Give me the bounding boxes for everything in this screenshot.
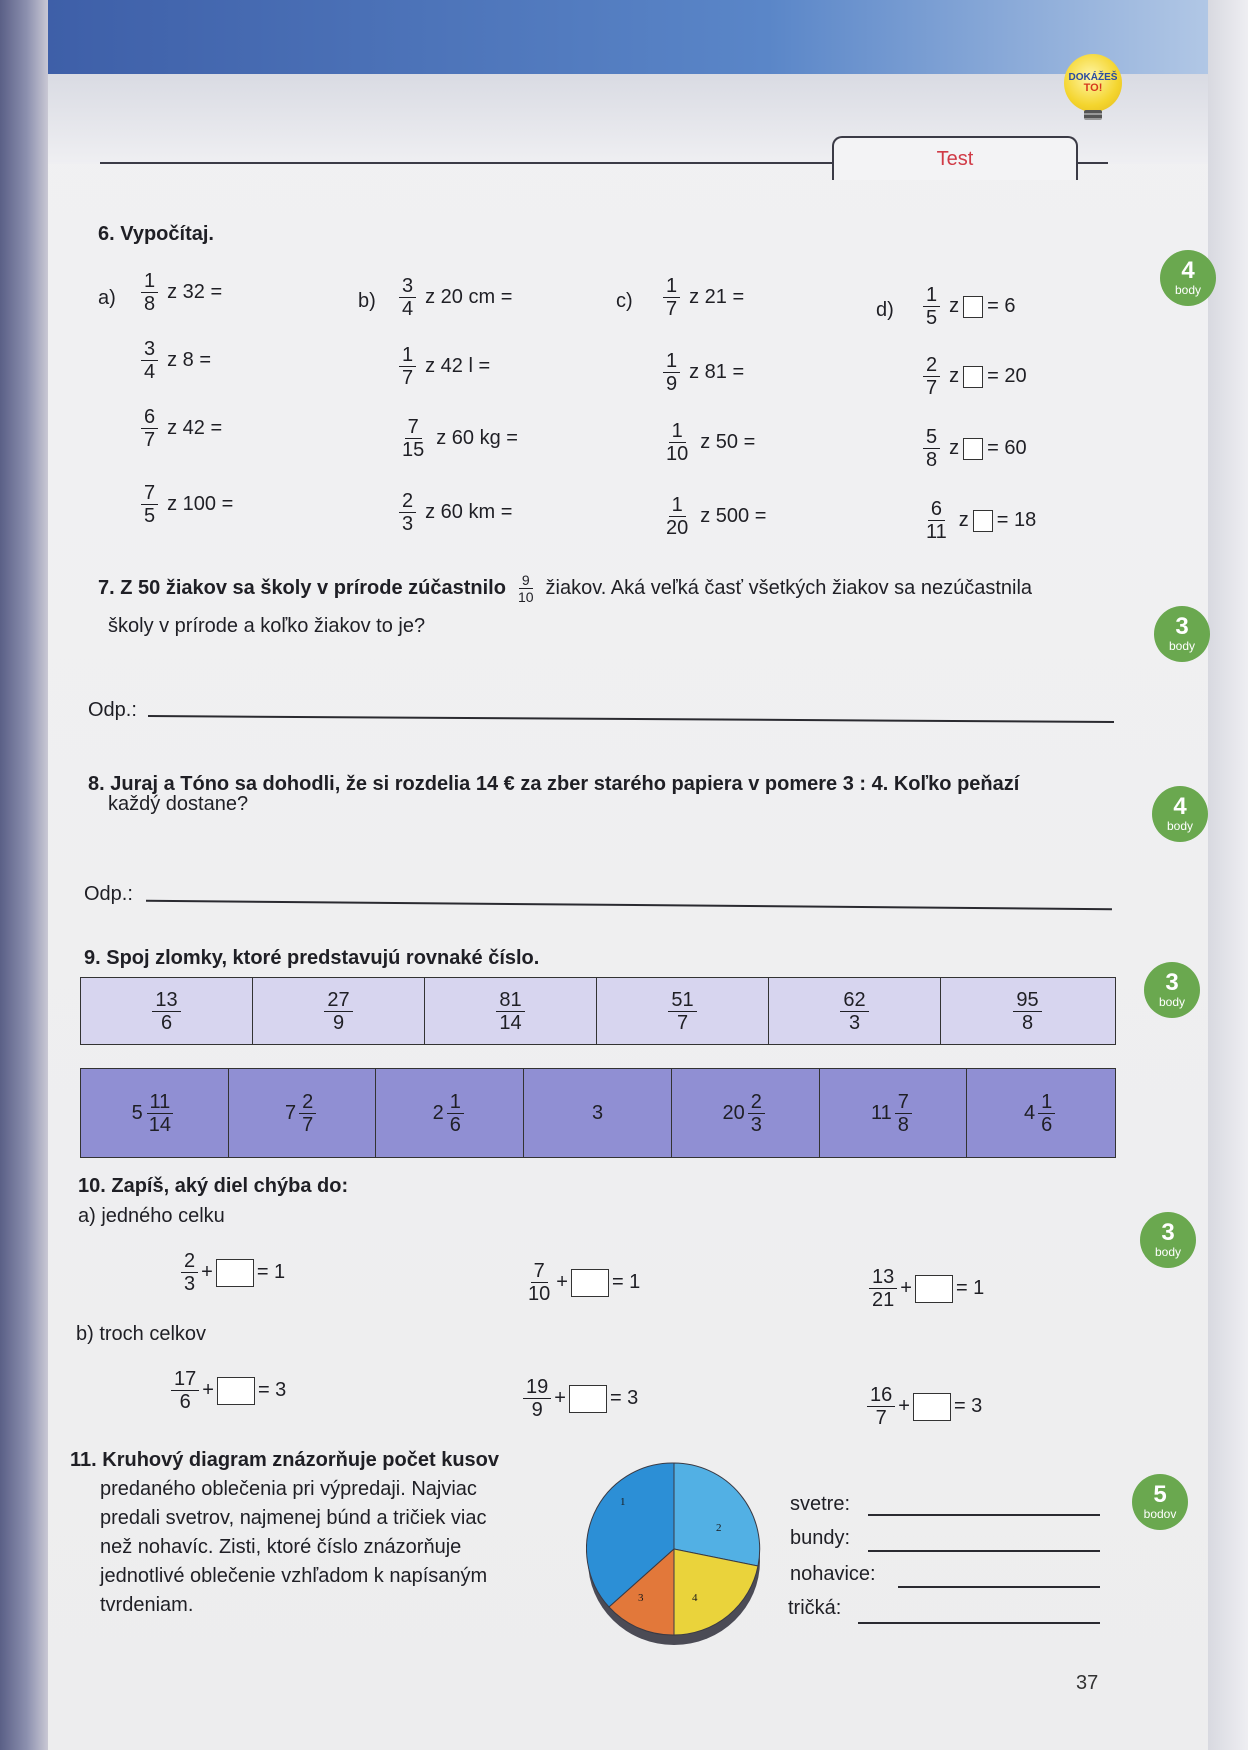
whole: 20 (722, 1101, 745, 1124)
expr: z 32 = (167, 281, 223, 303)
den: 8 (1021, 1011, 1034, 1034)
tab-test-label: Test (936, 147, 974, 170)
badge-unit: body (1174, 283, 1202, 297)
ex8-points-badge (1152, 786, 1208, 842)
page-number: 37 (1076, 1672, 1099, 1694)
ex10-b-item (168, 1368, 286, 1413)
ex10-title (78, 1174, 348, 1198)
whole: 2 (432, 1101, 444, 1124)
num: 2 (748, 1091, 765, 1114)
whole: 4 (1024, 1101, 1036, 1124)
ex9-title-text: 9. Spoj zlomky, ktoré predstavujú rovnaké číslo. (84, 947, 540, 969)
lightbulb-icon (1064, 54, 1122, 112)
ex6-b-item (396, 275, 512, 320)
den: 21 (872, 1289, 895, 1311)
num: 2 (923, 354, 940, 377)
pie-label-1: 1 (620, 1496, 626, 1508)
answer-label-tricka: tričká: (788, 1597, 842, 1619)
den: 5 (926, 307, 938, 329)
den: 9 (531, 1399, 543, 1421)
expr: = 20 (987, 365, 1027, 387)
expr: = 18 (996, 509, 1037, 531)
badge-unit: body (1158, 995, 1186, 1009)
ex6-label-b: b) (358, 290, 376, 312)
answer-box[interactable] (217, 1377, 255, 1405)
ex11-line: predali svetrov, najmenej búnd a tričiek viac (100, 1507, 487, 1529)
ex7-text-pre: 7. Z 50 žiakov sa školy v prírode zúčastnilo (98, 577, 506, 599)
plus: + (900, 1277, 912, 1299)
answer-line-svetre[interactable] (868, 1514, 1100, 1516)
answer-label-bundy: bundy: (790, 1527, 851, 1549)
den: 7 (666, 298, 678, 320)
ex10-title-text: 10. Zapíš, aký diel chýba do: (78, 1175, 349, 1197)
den: 3 (848, 1011, 861, 1034)
num: 19 (523, 1376, 551, 1399)
ex10-a-item (866, 1266, 984, 1311)
mixed-cell[interactable] (229, 1069, 377, 1157)
num: 5 (923, 426, 940, 449)
fraction-cell[interactable] (941, 978, 1114, 1044)
den: 7 (676, 1011, 689, 1034)
expr: = 3 (609, 1387, 639, 1409)
num: 1 (663, 275, 680, 298)
ex9-points-badge (1144, 962, 1200, 1018)
num: 1 (663, 350, 680, 373)
answer-box[interactable] (973, 510, 993, 532)
ex6-label-c: c) (616, 290, 633, 312)
ex8-text-line2: každý dostane? (108, 793, 249, 815)
badge-unit: bodov (1143, 1507, 1177, 1521)
ex6-a-item (138, 482, 233, 527)
num: 95 (1013, 989, 1041, 1012)
num: 6 (141, 406, 158, 429)
ex10-a-item (522, 1260, 640, 1305)
num: 13 (869, 1266, 897, 1289)
num: 13 (152, 989, 180, 1012)
answer-line-tricka[interactable] (858, 1622, 1100, 1624)
answer-box[interactable] (913, 1393, 951, 1421)
den: 10 (528, 1283, 551, 1305)
ex6-points-badge (1160, 250, 1216, 306)
badge-unit: body (1154, 1245, 1182, 1259)
expr: z 42 l = (425, 355, 491, 377)
fractions-table (80, 977, 1116, 1045)
num: 1 (447, 1091, 464, 1114)
answer-box[interactable] (963, 366, 983, 388)
expr: z 20 cm = (425, 286, 513, 308)
ex6-c-item (660, 494, 766, 539)
num: 9 (519, 572, 533, 589)
badge-num: 4 (1181, 257, 1195, 284)
expr: = 3 (953, 1395, 983, 1417)
answer-box[interactable] (915, 1275, 953, 1303)
plus: + (201, 1261, 213, 1283)
ex8-text-line1-text: 8. Juraj a Tóno sa dohodli, že si rozdelia 14 € za zber starého papiera v pomere 3 : 4. Koľko peňazí (88, 773, 1020, 795)
expr: = 1 (611, 1271, 641, 1293)
den: 7 (926, 377, 938, 399)
answer-box[interactable] (963, 296, 983, 318)
badge-num: 5 (1153, 1481, 1167, 1508)
bulb-text-1: DOKÁŽEŠ (1068, 72, 1118, 83)
num: 7 (141, 482, 158, 505)
ex6-label-d: d) (876, 299, 894, 321)
fraction-cell[interactable] (769, 978, 941, 1044)
ex10-part-a: a) jedného celku (78, 1205, 225, 1227)
num: 1 (399, 344, 416, 367)
header-band (48, 0, 1248, 74)
badge-num: 3 (1175, 613, 1189, 640)
fraction-cell[interactable] (81, 978, 253, 1044)
tab-test[interactable] (832, 136, 1078, 180)
mixed-numbers-table (80, 1068, 1116, 1158)
answer-label-svetre: svetre: (790, 1493, 851, 1515)
ex7-text-post: žiakov. Aká veľká časť všetkých žiakov sa nezúčastnila (545, 577, 1033, 599)
expr: = 6 (987, 295, 1016, 317)
den: 15 (402, 439, 425, 461)
mixed-cell[interactable] (524, 1069, 672, 1157)
z-word: z (949, 437, 960, 459)
den: 4 (402, 298, 414, 320)
clothing-pie-chart (586, 1455, 762, 1649)
expr: z 100 = (167, 493, 234, 515)
num: 51 (668, 989, 696, 1012)
den: 8 (144, 293, 156, 315)
fraction-cell[interactable] (425, 978, 597, 1044)
den: 10 (517, 589, 534, 605)
den: 7 (144, 429, 156, 451)
den: 6 (1041, 1113, 1053, 1136)
ex6-b-item (396, 490, 512, 535)
ex11-line (70, 1446, 499, 1475)
ex6-d-item (920, 498, 1036, 543)
ex6-b-item (396, 344, 490, 389)
ex10-b-item (864, 1384, 982, 1429)
den: 5 (144, 505, 156, 527)
bulb-text-2: TO! (1083, 82, 1103, 94)
page-edge (1208, 0, 1248, 1750)
expr: z 500 = (700, 505, 767, 527)
den: 3 (750, 1113, 762, 1136)
num: 1 (669, 494, 686, 517)
badge-num: 3 (1161, 1219, 1175, 1246)
book-binding (0, 0, 48, 1750)
den: 7 (875, 1407, 887, 1429)
num: 1 (1038, 1091, 1055, 1114)
num: 27 (324, 989, 352, 1012)
num: 1 (141, 270, 158, 293)
pie-slice-2 (674, 1463, 760, 1566)
ex6-d-item (920, 284, 1015, 329)
num: 7 (405, 416, 422, 439)
den: 20 (666, 517, 689, 539)
den: 11 (926, 521, 947, 543)
den: 7 (402, 367, 414, 389)
mixed-cell[interactable] (81, 1069, 229, 1157)
ex6-d-item (920, 426, 1027, 471)
ex11-line: jednotlivé oblečenie vzhľadom k napísaným (100, 1565, 488, 1587)
den: 10 (666, 443, 689, 465)
ex7-answer-label: Odp.: (88, 699, 137, 721)
answer-line-nohavice[interactable] (898, 1586, 1100, 1588)
mixed-cell[interactable] (376, 1069, 524, 1157)
expr: z 8 = (167, 349, 212, 371)
plus: + (202, 1379, 214, 1401)
num: 1 (669, 420, 686, 443)
expr: z 81 = (689, 361, 745, 383)
num: 11 (147, 1091, 174, 1114)
num: 7 (895, 1091, 912, 1114)
num: 2 (299, 1091, 316, 1114)
num: 62 (840, 989, 868, 1012)
ex11-text (70, 1446, 499, 1620)
pie-label-4: 4 (692, 1592, 698, 1604)
ex6-c-item (660, 420, 755, 465)
ex7-points-badge (1154, 606, 1210, 662)
fraction-cell[interactable] (253, 978, 425, 1044)
expr: z 60 km = (425, 501, 513, 523)
ex11-points-badge (1132, 1474, 1188, 1530)
ex6-c-item (660, 275, 744, 320)
num: 17 (171, 1368, 199, 1391)
badge-num: 3 (1165, 969, 1179, 996)
expr: z 60 kg = (436, 427, 518, 449)
whole: 3 (591, 1101, 604, 1124)
expr: = 3 (257, 1379, 287, 1401)
num: 2 (399, 490, 416, 513)
badge-unit: body (1166, 819, 1194, 833)
whole: 7 (284, 1101, 297, 1124)
expr: = 60 (987, 437, 1027, 459)
ex11-line: predaného oblečenia pri výpredaji. Najviac (100, 1478, 477, 1500)
num: 1 (923, 284, 940, 307)
badge-num: 4 (1173, 793, 1187, 820)
den: 3 (402, 513, 414, 535)
answer-box[interactable] (571, 1269, 609, 1297)
fraction-cell[interactable] (597, 978, 769, 1044)
plus: + (898, 1395, 910, 1417)
den: 6 (449, 1113, 461, 1136)
mixed-cell[interactable] (820, 1069, 968, 1157)
num: 6 (928, 498, 945, 521)
ex7-text-line2: školy v prírode a koľko žiakov to je? (108, 615, 426, 637)
ex9-title (84, 946, 539, 970)
answer-label-nohavice: nohavice: (790, 1563, 876, 1585)
ex6-label-a: a) (98, 287, 116, 309)
answer-box[interactable] (569, 1385, 607, 1413)
plus: + (556, 1271, 568, 1293)
z-word: z (949, 365, 960, 387)
ex10-b-item (520, 1376, 638, 1421)
ex10-part-b: b) troch celkov (76, 1323, 207, 1345)
den: 8 (897, 1113, 909, 1136)
answer-box[interactable] (216, 1259, 254, 1287)
bulb-base-icon (1084, 110, 1102, 120)
ex6-title: 6. Vypočítaj. (98, 223, 214, 245)
den: 7 (302, 1113, 314, 1136)
den: 4 (144, 361, 156, 383)
num: 16 (867, 1384, 895, 1407)
whole: 5 (131, 1101, 143, 1124)
pie-label-2: 2 (716, 1522, 722, 1534)
den: 14 (148, 1113, 172, 1136)
ex6-a-item (138, 338, 211, 383)
expr: = 1 (955, 1277, 985, 1299)
den: 9 (332, 1011, 345, 1034)
ex6-a-item (138, 270, 222, 315)
badge-unit: body (1168, 639, 1196, 653)
den: 6 (179, 1391, 191, 1413)
z-word: z (949, 295, 960, 317)
den: 8 (926, 449, 938, 471)
expr: z 50 = (700, 431, 756, 453)
ex11-line: než nohavíc. Zisti, ktoré číslo znázorňuje (100, 1536, 462, 1558)
ex10-points-badge (1140, 1212, 1196, 1268)
den: 6 (160, 1011, 173, 1034)
ex11-line-text: 11. Kruhový diagram znázorňuje počet kusov (70, 1449, 500, 1471)
expr: z 42 = (167, 417, 223, 439)
ex10-a-item (178, 1250, 285, 1295)
pie-label-3: 3 (638, 1592, 644, 1604)
ex8-answer-label: Odp.: (84, 883, 133, 905)
ex6-a-item (138, 406, 222, 451)
den: 3 (184, 1273, 196, 1295)
num: 3 (141, 338, 158, 361)
answer-box[interactable] (963, 438, 983, 460)
mixed-cell[interactable] (672, 1069, 820, 1157)
z-word: z (958, 509, 969, 531)
ex7-question (98, 572, 1032, 605)
mixed-cell[interactable] (967, 1069, 1115, 1157)
ex6-b-item (396, 416, 518, 461)
ex11-line: tvrdeniam. (100, 1594, 194, 1616)
num: 2 (181, 1250, 198, 1273)
den: 9 (666, 373, 678, 395)
num: 7 (531, 1260, 548, 1283)
whole: 11 (871, 1101, 892, 1124)
den: 14 (499, 1011, 522, 1034)
num: 3 (399, 275, 416, 298)
num: 81 (496, 989, 524, 1012)
ex6-c-item (660, 350, 744, 395)
ex6-d-item (920, 354, 1027, 399)
plus: + (554, 1387, 566, 1409)
expr: = 1 (256, 1261, 286, 1283)
expr: z 21 = (689, 286, 745, 308)
answer-line-bundy[interactable] (868, 1550, 1100, 1552)
